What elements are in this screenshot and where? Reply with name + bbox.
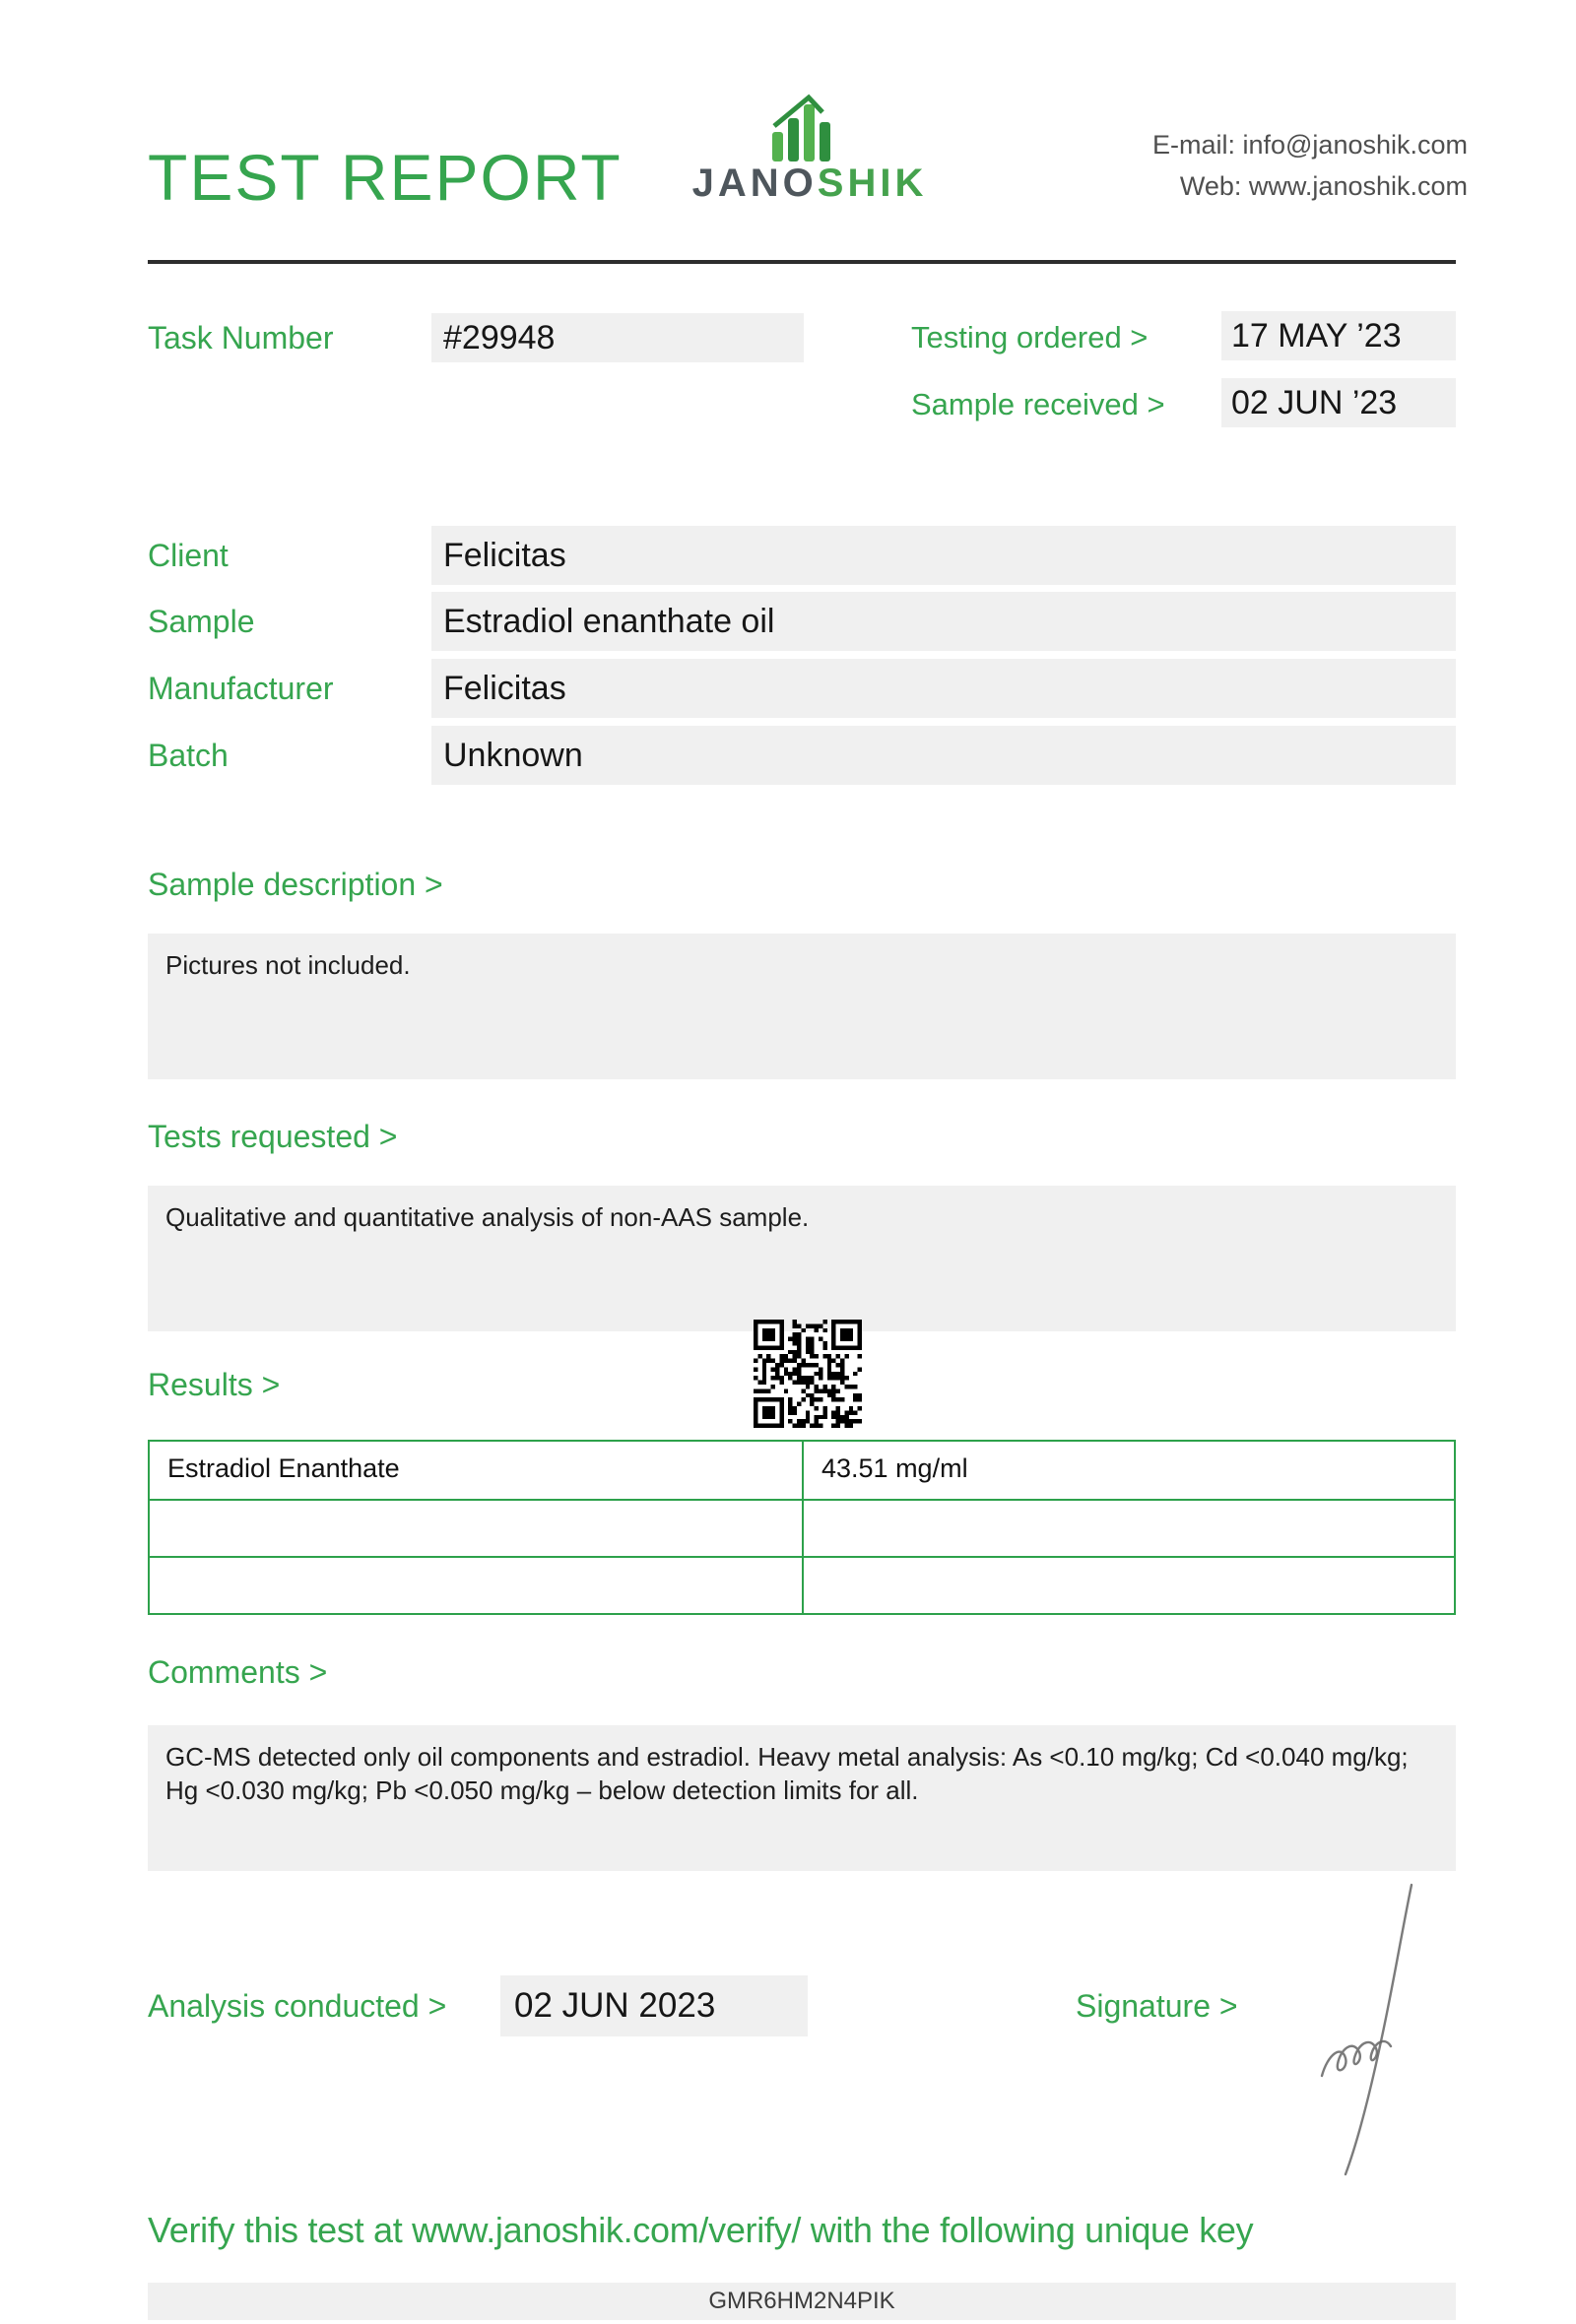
email-line xyxy=(1152,124,1468,165)
result-value xyxy=(804,1501,821,1556)
tests-requested-heading: Tests requested > xyxy=(148,1119,398,1154)
result-value xyxy=(804,1558,821,1613)
info-label-client: Client xyxy=(148,538,229,573)
web-line xyxy=(1152,165,1468,207)
task-number-label: Task Number xyxy=(148,320,334,355)
email-label: E-mail: xyxy=(1151,130,1235,160)
info-value-sample: Estradiol enanthate oil xyxy=(431,592,1456,651)
result-substance: Estradiol Enanthate xyxy=(150,1442,804,1499)
analysis-conducted-label: Analysis conducted > xyxy=(148,1988,447,2024)
comments-box: GC-MS detected only oil components and estradiol. Heavy metal analysis: As <0.10 mg/kg; Cd <0.040 mg/kg; Hg <0.030 mg/kg; Pb <0.050 mg/kg – below detection limits for all. xyxy=(148,1725,1456,1871)
info-value-batch: Unknown xyxy=(431,726,1456,785)
contact-block xyxy=(1152,124,1468,207)
info-label-batch: Batch xyxy=(148,738,229,773)
info-value-client: Felicitas xyxy=(431,526,1456,585)
results-table xyxy=(148,1440,1456,1615)
testing-ordered-label: Testing ordered > xyxy=(911,320,1149,355)
info-value-manufacturer: Felicitas xyxy=(431,659,1456,718)
signature-label: Signature > xyxy=(1076,1988,1238,2024)
logo-jano: JANO xyxy=(691,161,818,205)
header-divider xyxy=(148,260,1456,264)
info-label-manufacturer: Manufacturer xyxy=(148,671,334,706)
result-substance xyxy=(150,1501,804,1556)
tests-requested-box: Qualitative and quantitative analysis of non-AAS sample. xyxy=(148,1186,1456,1331)
logo-wordmark xyxy=(680,161,940,206)
logo-chart-icon xyxy=(760,93,859,161)
task-number-value: #29948 xyxy=(431,313,804,362)
result-substance xyxy=(150,1558,804,1613)
result-value: 43.51 mg/ml xyxy=(821,1453,968,1483)
testing-ordered-value: 17 MAY ’23 xyxy=(1221,311,1456,360)
sample-description-heading: Sample description > xyxy=(148,867,443,902)
unique-key: GMR6HM2N4PIK xyxy=(148,2283,1456,2320)
web-label: Web: xyxy=(1179,171,1242,201)
results-row xyxy=(150,1442,1454,1499)
analysis-conducted-value: 02 JUN 2023 xyxy=(500,1975,808,2036)
results-row xyxy=(150,1556,1454,1613)
page-title: TEST REPORT xyxy=(148,141,623,214)
web-value: www.janoshik.com xyxy=(1248,171,1468,201)
comments-heading: Comments > xyxy=(148,1654,328,1690)
qr-code xyxy=(754,1320,862,1428)
signature-image xyxy=(1298,1879,1446,2179)
email-value: info@janoshik.com xyxy=(1242,130,1468,160)
sample-description-box: Pictures not included. xyxy=(148,934,1456,1079)
results-row xyxy=(150,1499,1454,1556)
results-heading: Results > xyxy=(148,1367,281,1402)
sample-received-label: Sample received > xyxy=(911,387,1165,421)
sample-received-value: 02 JUN ’23 xyxy=(1221,378,1456,427)
logo-shik: SHIK xyxy=(817,161,928,205)
verify-text: Verify this test at www.janoshik.com/verify/ with the following unique key xyxy=(148,2210,1254,2250)
info-label-sample: Sample xyxy=(148,604,255,639)
